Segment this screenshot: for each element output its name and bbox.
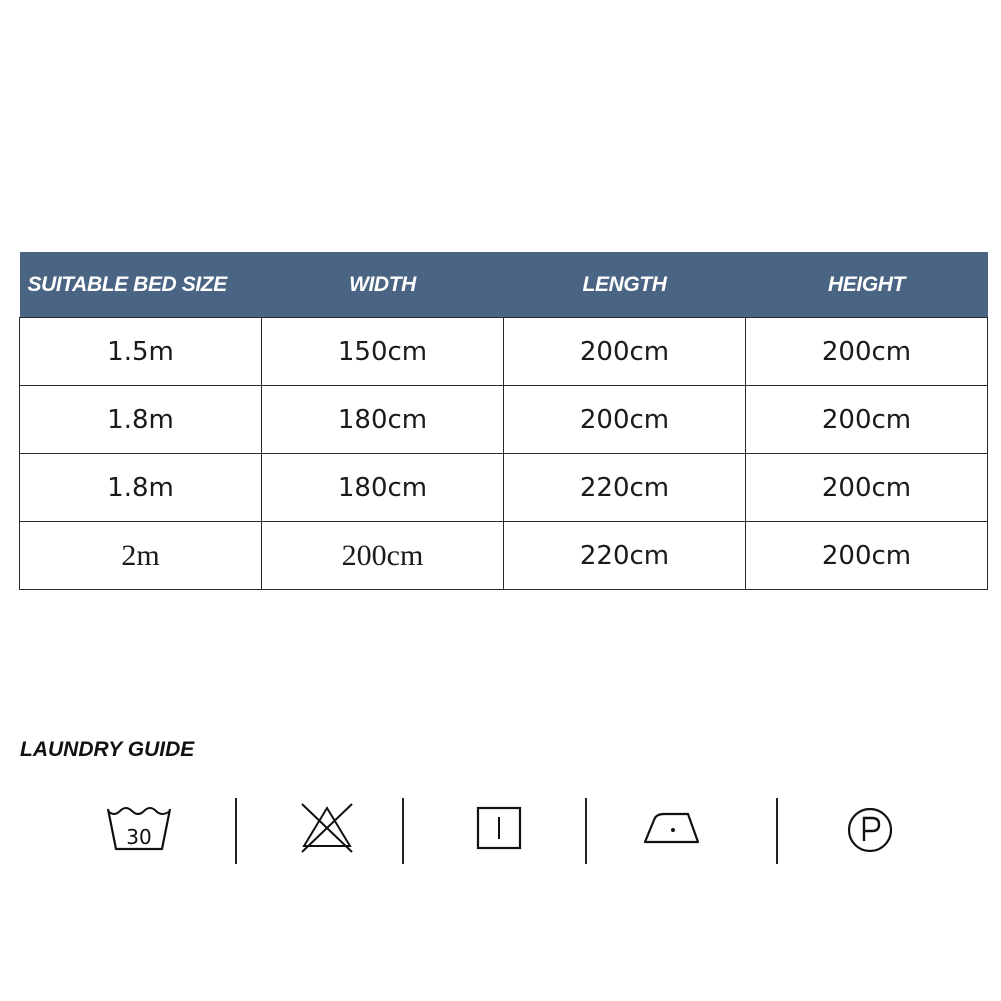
header-length: LENGTH bbox=[504, 252, 746, 318]
height-cell: 200cm bbox=[746, 454, 988, 522]
separator bbox=[235, 798, 237, 864]
bed-size-cell: 2m bbox=[20, 522, 262, 590]
wash-30-icon bbox=[104, 803, 174, 853]
height-cell: 200cm bbox=[746, 318, 988, 386]
header-row bbox=[20, 252, 988, 318]
table-row bbox=[20, 522, 988, 590]
length-cell: 200cm bbox=[504, 386, 746, 454]
header-width: WIDTH bbox=[262, 252, 504, 318]
table-row bbox=[20, 454, 988, 522]
width-cell: 180cm bbox=[262, 454, 504, 522]
header-bed-size: SUITABLE BED SIZE bbox=[20, 252, 262, 318]
separator bbox=[585, 798, 587, 864]
width-cell: 180cm bbox=[262, 386, 504, 454]
separator bbox=[402, 798, 404, 864]
bed-size-cell: 1.5m bbox=[20, 318, 262, 386]
width-cell: 200cm bbox=[262, 522, 504, 590]
table-row bbox=[20, 318, 988, 386]
wash-temperature: 30 bbox=[126, 825, 152, 849]
length-cell: 220cm bbox=[504, 454, 746, 522]
height-cell: 200cm bbox=[746, 522, 988, 590]
height-cell: 200cm bbox=[746, 386, 988, 454]
width-cell: 150cm bbox=[262, 318, 504, 386]
header-height: HEIGHT bbox=[746, 252, 988, 318]
bed-size-cell: 1.8m bbox=[20, 454, 262, 522]
table-row bbox=[20, 386, 988, 454]
dry-clean-p-icon bbox=[845, 805, 895, 855]
no-bleach-icon bbox=[298, 800, 356, 856]
tumble-dry-icon bbox=[475, 805, 523, 851]
iron-low-icon bbox=[642, 808, 704, 848]
laundry-guide-title: LAUNDRY GUIDE bbox=[20, 738, 195, 761]
size-table bbox=[19, 252, 988, 590]
separator bbox=[776, 798, 778, 864]
length-cell: 200cm bbox=[504, 318, 746, 386]
bed-size-cell: 1.8m bbox=[20, 386, 262, 454]
length-cell: 220cm bbox=[504, 522, 746, 590]
